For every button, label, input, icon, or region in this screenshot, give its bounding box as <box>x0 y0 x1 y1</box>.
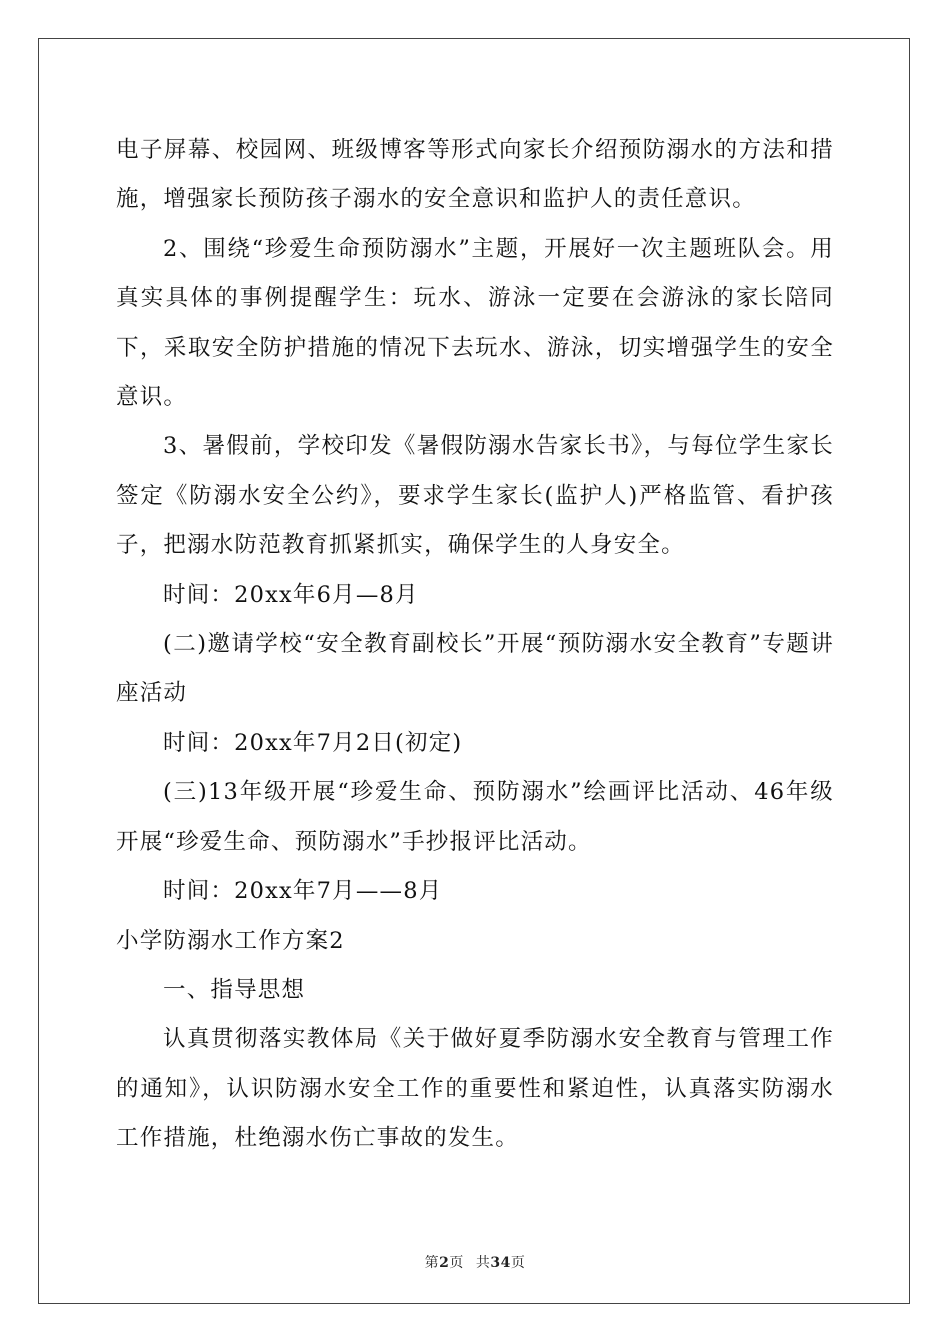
paragraph-3: 3、暑假前，学校印发《暑假防溺水告家长书》，与每位学生家长签定《防溺水安全公约》，要求学生家长(监护人)严格监管、看护孩子，把溺水防范教育抓紧抓实，确保学生的人身安全。 <box>116 433 834 559</box>
footer-page-prefix: 第 <box>424 1255 440 1271</box>
section-heading: 小学防溺水工作方案2 <box>116 927 345 954</box>
paragraph-time-1: 时间：20xx年6月—8月 <box>163 581 419 608</box>
paragraph-6: 认真贯彻落实教体局《关于做好夏季防溺水安全教育与管理工作的通知》，认识防溺水安全工作的重要性和紧迫性，认真落实防溺水工作措施，杜绝溺水伤亡事故的发生。 <box>116 1026 834 1152</box>
document-body <box>116 126 834 1164</box>
page-footer <box>0 1252 950 1272</box>
paragraph-5: (三)13年级开展“珍爱生命、预防溺水”绘画评比活动、46年级开展“珍爱生命、预防溺水”手抄报评比活动。 <box>116 779 834 855</box>
paragraph-4: (二)邀请学校“安全教育副校长”开展“预防溺水安全教育”专题讲座活动 <box>116 631 834 707</box>
footer-total-pages: 34 <box>490 1255 511 1271</box>
paragraph-time-2: 时间：20xx年7月2日(初定) <box>163 729 463 756</box>
footer-total-suffix: 页 <box>510 1255 526 1271</box>
paragraph-1: 电子屏幕、校园网、班级博客等形式向家长介绍预防溺水的方法和措施，增强家长预防孩子溺水的安全意识和监护人的责任意识。 <box>116 137 834 213</box>
paragraph-time-3: 时间：20xx年7月——8月 <box>163 878 443 905</box>
footer-page-number: 2 <box>439 1255 450 1271</box>
footer-total-prefix: 共 <box>475 1255 491 1271</box>
subsection-heading: 一、指导思想 <box>163 976 306 1003</box>
footer-page-suffix: 页 <box>449 1255 464 1271</box>
paragraph-2: 2、围绕“珍爱生命预防溺水”主题，开展好一次主题班队会。用真实具体的事例提醒学生：玩水、游泳一定要在会游泳的家长陪同下，采取安全防护措施的情况下去玩水、游泳，切实增强学生的安全意识。 <box>116 235 834 411</box>
